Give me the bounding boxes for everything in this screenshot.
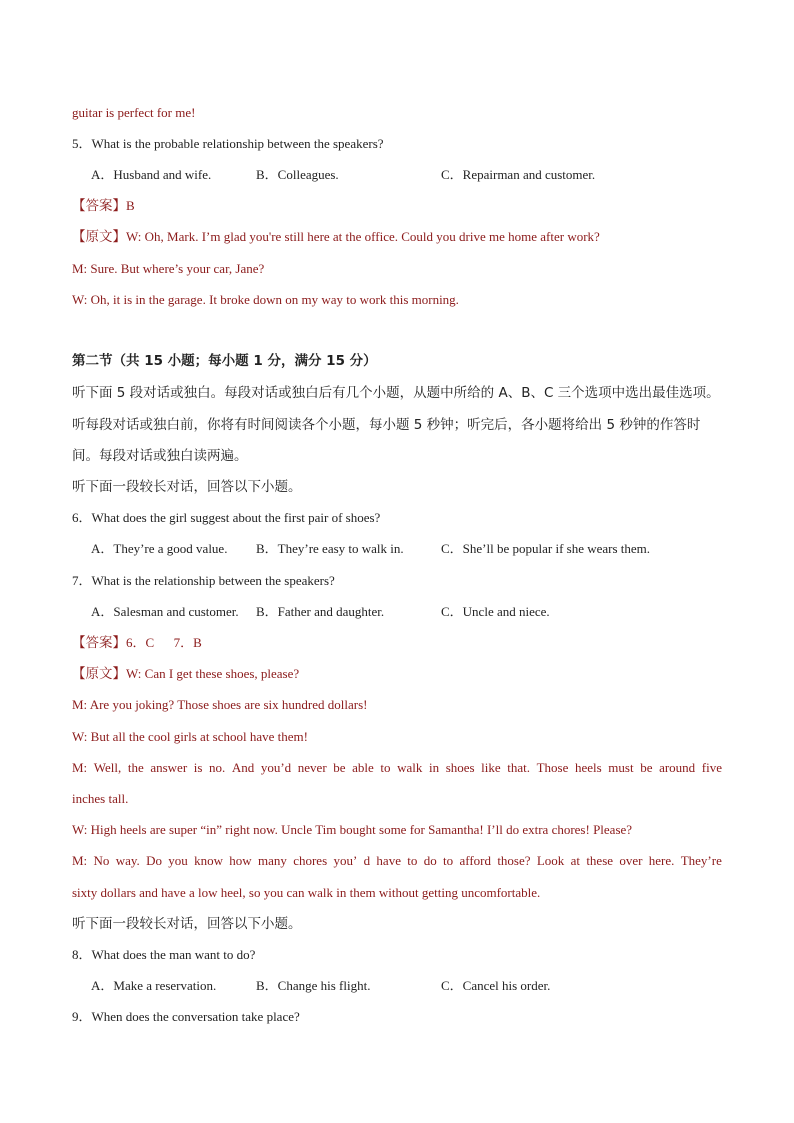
q6-option-c: C．She’ll be popular if she wears them.	[441, 541, 651, 556]
transcript-word: know	[194, 853, 223, 868]
section-2-instruction-1: 听下面 5 段对话或独白。每段对话或独白后有几个小题，从题中所给的 A、B、C 三个选项中选出最佳选项。	[72, 385, 720, 401]
q7-option-b: B．Father and daughter.	[256, 604, 385, 619]
question-9-stem: 9．When does the conversation take place?	[72, 1009, 300, 1024]
transcript-text: W: Can I get these shoes, please?	[126, 666, 300, 681]
transcript-67-line-1	[72, 666, 299, 682]
transcript-67-line-2: M: Are you joking? Those shoes are six hundred dollars!	[72, 697, 368, 712]
transcript-word: must	[608, 760, 634, 775]
transcript-67-line-5: inches tall.	[72, 791, 129, 806]
answer-value: 6．C 7．B	[126, 635, 202, 650]
q8-option-a: A．Make a reservation.	[91, 978, 217, 993]
transcript-word: M:	[72, 853, 88, 868]
transcript-word: afford	[459, 853, 491, 868]
transcript-5-line-1	[72, 229, 600, 245]
transcript-word: in	[428, 760, 440, 775]
transcript-word: be	[333, 760, 346, 775]
question-5-stem: 5．What is the probable relationship between the speakers?	[72, 136, 384, 151]
transcript-67-line-3: W: But all the cool girls at school have them!	[72, 729, 308, 744]
q5-option-a: A．Husband and wife.	[91, 167, 212, 182]
transcript-67-line-4	[72, 760, 722, 776]
transcript-word: d	[363, 853, 371, 868]
section-2-instruction-3: 间。每段对话或独白读两遍。	[72, 448, 248, 464]
transcript-word: around	[659, 760, 696, 775]
transcript-word: to	[407, 853, 418, 868]
transcript-word: answer	[150, 760, 188, 775]
transcript-fragment: guitar is perfect for me!	[72, 105, 196, 120]
transcript-word: you’	[333, 853, 358, 868]
transcript-word: at	[570, 853, 580, 868]
answer-tag: 【答案】	[72, 198, 126, 214]
transcript-word: able	[352, 760, 374, 775]
transcript-word: how	[229, 853, 252, 868]
transcript-word: to	[380, 760, 391, 775]
transcript-word: no.	[209, 760, 226, 775]
transcript-word: Well,	[93, 760, 122, 775]
transcript-word: be	[640, 760, 653, 775]
section-2-heading: 第二节（共 15 小题；每小题 1 分，满分 15 分）	[72, 353, 377, 369]
transcript-word: many	[258, 853, 287, 868]
transcript-5-line-3: W: Oh, it is in the garage. It broke down on my way to work this morning.	[72, 292, 459, 307]
answer-6-7	[72, 635, 202, 651]
q6-option-b: B．They’re easy to walk in.	[256, 541, 404, 556]
q5-option-b: B．Colleagues.	[256, 167, 339, 182]
transcript-67-line-7	[72, 853, 722, 869]
transcript-word: five	[701, 760, 722, 775]
transcript-67-line-8: sixty dollars and have a low heel, so you can walk in them without getting uncomfortable.	[72, 885, 541, 900]
transcript-word: No	[93, 853, 110, 868]
transcript-word: chores	[293, 853, 328, 868]
transcript-word: heels	[574, 760, 602, 775]
transcript-word: shoes	[445, 760, 475, 775]
q5-option-c: C．Repairman and customer.	[441, 167, 596, 182]
transcript-word: like	[481, 760, 501, 775]
transcript-word: you	[168, 853, 188, 868]
transcript-word: They’re	[680, 853, 722, 868]
transcript-word: have	[376, 853, 401, 868]
transcript-word: do	[423, 853, 437, 868]
question-8-stem: 8．What does the man want to do?	[72, 947, 256, 962]
transcript-67-line-6: W: High heels are super “in” right now. Uncle Tim bought some for Samantha! I’ll do extra chores! Please?	[72, 822, 633, 837]
transcript-word: Look	[536, 853, 565, 868]
transcript-word: M:	[72, 760, 88, 775]
transcript-word: these	[586, 853, 614, 868]
transcript-word: way.	[115, 853, 140, 868]
transcript-word: over	[619, 853, 643, 868]
transcript-tag: 【原文】	[72, 229, 126, 245]
transcript-5-line-2: M: Sure. But where’s your car, Jane?	[72, 261, 265, 276]
transcript-word: here.	[648, 853, 675, 868]
transcript-tag: 【原文】	[72, 666, 126, 682]
transcript-word: Do	[146, 853, 162, 868]
listen-prompt-1: 听下面一段较长对话，回答以下小题。	[72, 479, 302, 495]
q7-option-c: C．Uncle and niece.	[441, 604, 550, 619]
q6-option-a: A．They’re a good value.	[91, 541, 228, 556]
transcript-word: Those	[536, 760, 569, 775]
section-2-instruction-2: 听每段对话或独白前，你将有时间阅读各个小题，每小题 5 秒钟；听完后，各小题将给出 5 秒钟的作答时	[72, 417, 701, 433]
transcript-word: you’d	[260, 760, 292, 775]
answer-value: B	[126, 198, 135, 213]
transcript-word: walk	[397, 760, 423, 775]
transcript-word: is	[193, 760, 203, 775]
question-7-stem: 7．What is the relationship between the speakers?	[72, 573, 335, 588]
transcript-word: the	[127, 760, 144, 775]
answer-tag: 【答案】	[72, 635, 126, 651]
q8-option-b: B．Change his flight.	[256, 978, 371, 993]
transcript-word: And	[231, 760, 255, 775]
q8-option-c: C．Cancel his order.	[441, 978, 551, 993]
question-6-stem: 6．What does the girl suggest about the first pair of shoes?	[72, 510, 381, 525]
transcript-word: those?	[497, 853, 531, 868]
q7-option-a: A．Salesman and customer.	[91, 604, 239, 619]
transcript-word: never	[297, 760, 327, 775]
transcript-text: W: Oh, Mark. I’m glad you're still here at the office. Could you drive me home after work?	[126, 229, 600, 244]
answer-5	[72, 198, 135, 214]
transcript-word: that.	[507, 760, 531, 775]
listen-prompt-2: 听下面一段较长对话，回答以下小题。	[72, 916, 302, 932]
transcript-word: to	[443, 853, 454, 868]
